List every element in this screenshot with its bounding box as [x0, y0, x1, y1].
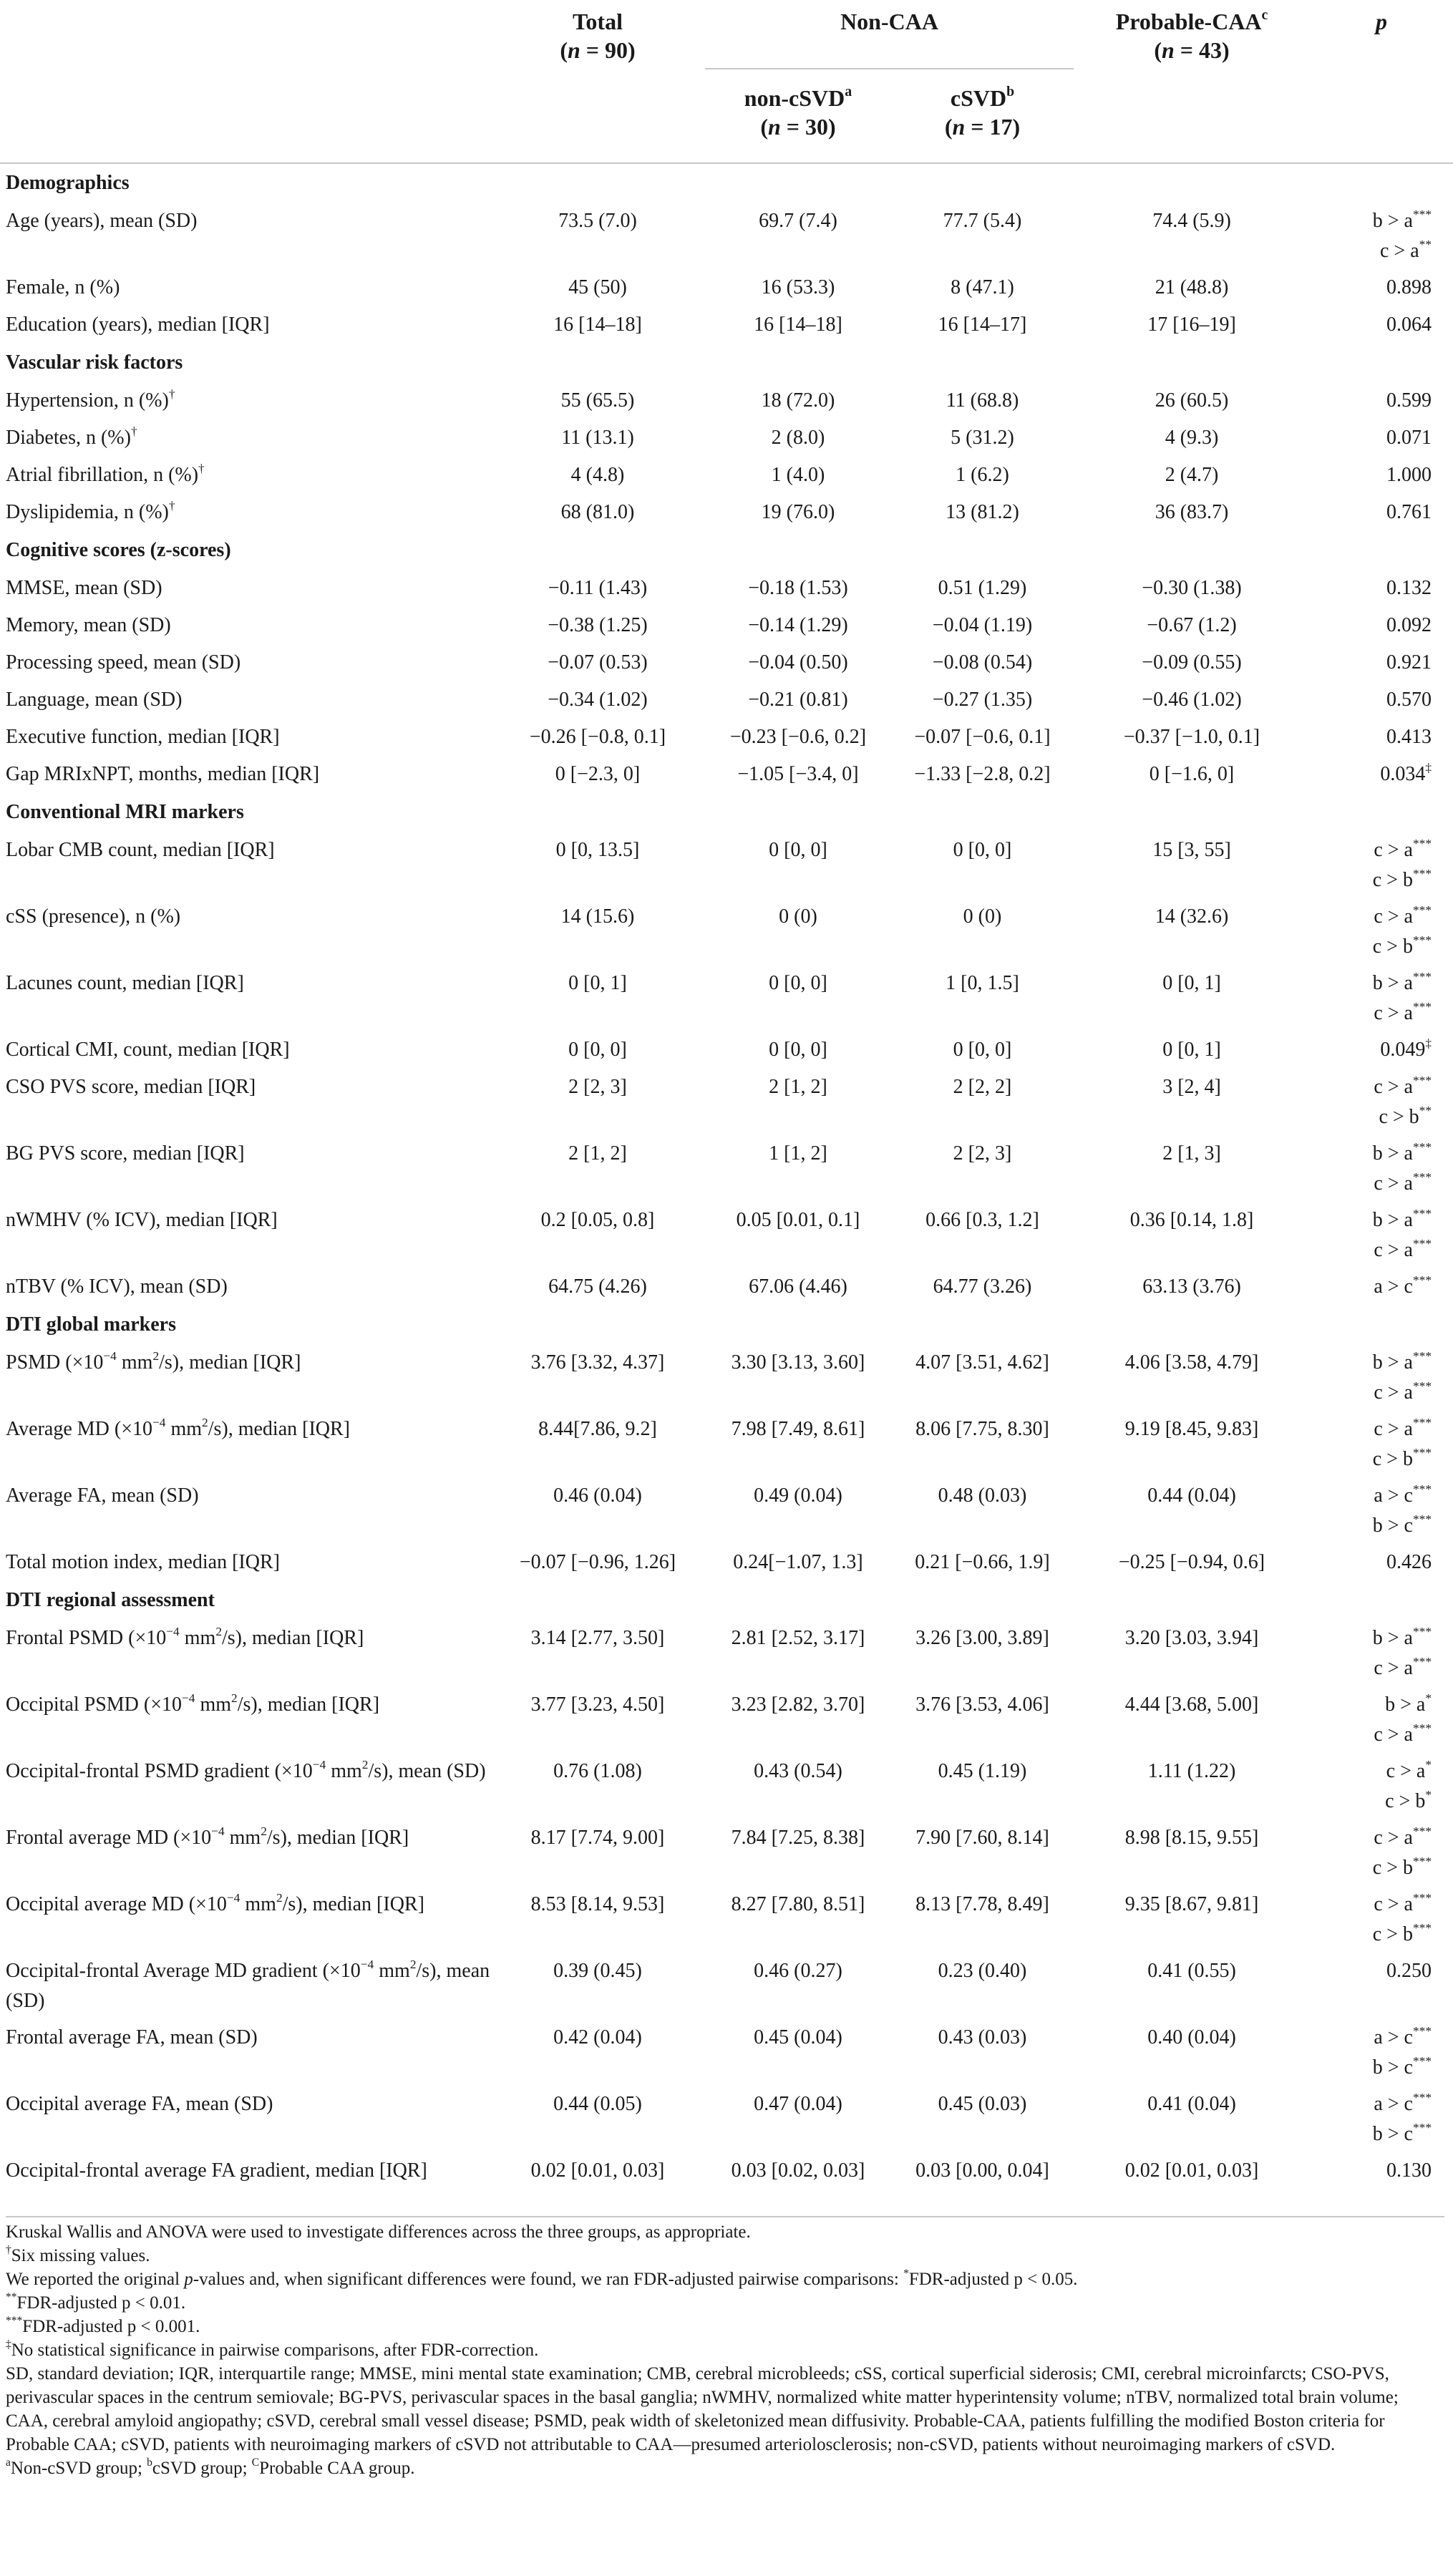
- table-row: [0, 607, 1453, 644]
- table-footnotes: [6, 2216, 1444, 2480]
- header-probable: [1074, 0, 1310, 69]
- cell-p: a > c*** b > c***: [1372, 2090, 1432, 2145]
- cell-csvd: 3.26 [3.00, 3.89]: [915, 1627, 1049, 1649]
- cell-probable: 3 [2, 4]: [1162, 1076, 1221, 1098]
- cell-csvd: −1.33 [−2.8, 0.2]: [914, 763, 1051, 785]
- cell-noncsvd: 0.03 [0.02, 0.03]: [731, 2159, 865, 2182]
- cell-probable: 14 (32.6): [1155, 905, 1229, 928]
- cell-noncsvd: 0.47 (0.04): [754, 2093, 842, 2115]
- csvd-text: cSVD: [950, 85, 1007, 111]
- cell-p: b > a*** c > a**: [1372, 207, 1432, 262]
- cell-p: 0.921: [1386, 651, 1432, 674]
- cell-noncsvd: 3.30 [3.13, 3.60]: [731, 1351, 865, 1374]
- cell-p: 0.130: [1386, 2159, 1432, 2182]
- cell-total: 0 [0, 0]: [568, 1039, 627, 1061]
- cell-probable: −0.30 (1.38): [1142, 577, 1242, 599]
- cell-total: −0.34 (1.02): [548, 689, 648, 711]
- header-noncsvd: [705, 69, 891, 163]
- table-row: [0, 1477, 1453, 1544]
- cell-noncsvd: −0.23 [−0.6, 0.2]: [729, 726, 867, 748]
- row-label: nWMHV (% ICV), median [IQR]: [6, 1209, 278, 1231]
- section-heading-row: [0, 1306, 1453, 1344]
- table-row: [0, 1819, 1453, 1886]
- cell-p: b > a*** c > a***: [1372, 1139, 1432, 1195]
- cell-csvd: −0.08 (0.54): [932, 651, 1033, 674]
- cell-csvd: 0.66 [0.3, 1.2]: [925, 1209, 1039, 1231]
- section-heading: Demographics: [6, 172, 130, 194]
- row-label: Occipital-frontal Average MD gradient ($\times 10^{-4}$ $mm^2/s$), mean (SD): [6, 1957, 490, 2012]
- cell-probable: 21 (48.8): [1155, 276, 1229, 298]
- row-label: Average MD ($\times 10^{-4}$ $mm^2/s$), median [IQR]: [6, 1415, 351, 1440]
- row-label: Diabetes, n (%)†: [6, 424, 137, 449]
- footnote: **FDR-adjusted p < 0.01.: [6, 2291, 186, 2313]
- header-total: [490, 0, 705, 69]
- footnote: ‡No statistical significance in pairwise comparisons, after FDR-correction.: [6, 2338, 539, 2360]
- cell-total: 0.2 [0.05, 0.8]: [540, 1209, 655, 1231]
- cell-noncsvd: 0.46 (0.27): [754, 1960, 842, 1982]
- cell-p: 0.250: [1386, 1960, 1432, 1982]
- cell-p: c > a*** c > b***: [1372, 836, 1432, 891]
- table-row: [0, 2086, 1453, 2152]
- cell-csvd: 16 [14–17]: [938, 314, 1027, 336]
- cell-csvd: 0.23 (0.40): [938, 1960, 1027, 1982]
- cell-probable: 2 [1, 3]: [1162, 1142, 1221, 1165]
- table-row: [0, 1544, 1453, 1581]
- cell-probable: −0.37 [−1.0, 0.1]: [1123, 726, 1260, 748]
- cell-p: c > a*** c > b***: [1372, 1824, 1432, 1879]
- cell-total: 8.53 [8.14, 9.53]: [530, 1893, 665, 1915]
- cell-p: 0.426: [1386, 1551, 1432, 1573]
- row-label: Dyslipidemia, n (%)†: [6, 498, 175, 523]
- cell-noncsvd: 0.24[−1.07, 1.3]: [733, 1551, 863, 1573]
- table-row: [0, 382, 1453, 419]
- row-label: Gap MRIxNPT, months, median [IQR]: [6, 763, 320, 785]
- section-heading-row: [0, 163, 1453, 203]
- group-n: (n = 43): [1154, 37, 1230, 63]
- header-total-n: [490, 36, 705, 64]
- cell-total: 8.44[7.86, 9.2]: [538, 1418, 657, 1440]
- cell-p: 0.064: [1386, 314, 1432, 336]
- cell-p: b > a*** c > a***: [1372, 1206, 1432, 1261]
- cell-p: 0.570: [1386, 689, 1432, 711]
- cell-csvd: −0.07 [−0.6, 0.1]: [914, 726, 1051, 748]
- cell-p: c > a*** c > b**: [1374, 1073, 1432, 1128]
- table-row: [0, 1268, 1453, 1306]
- cell-p: a > c*** b > c***: [1372, 2023, 1432, 2079]
- footnote: Kruskal Wallis and ANOVA were used to investigate differences across the three groups, as appropriate.: [6, 2222, 751, 2242]
- header-blank: [0, 0, 490, 69]
- cell-noncsvd: 19 (76.0): [761, 501, 835, 523]
- cell-csvd: 0 (0): [963, 905, 1002, 928]
- section-heading-row: [0, 344, 1453, 382]
- cell-noncsvd: 1 [1, 2]: [769, 1142, 827, 1165]
- cell-noncsvd: −0.04 (0.50): [748, 651, 848, 674]
- row-label: BG PVS score, median [IQR]: [6, 1142, 245, 1165]
- cell-probable: 26 (60.5): [1155, 389, 1229, 412]
- row-label: Memory, mean (SD): [6, 614, 171, 636]
- cell-noncsvd: −0.14 (1.29): [748, 614, 848, 636]
- section-heading: Conventional MRI markers: [6, 801, 244, 823]
- header-total-label: Total: [573, 9, 623, 34]
- row-label: CSO PVS score, median [IQR]: [6, 1076, 256, 1098]
- cell-probable: 36 (83.7): [1155, 501, 1229, 523]
- cell-csvd: −0.04 (1.19): [932, 614, 1033, 636]
- table-body: [0, 163, 1453, 2219]
- cell-p: 0.034‡: [1380, 760, 1432, 785]
- cell-p: 0.761: [1386, 501, 1432, 523]
- cell-csvd: 13 (81.2): [946, 501, 1019, 523]
- row-label: Processing speed, mean (SD): [6, 651, 241, 674]
- cell-noncsvd: 0 [0, 0]: [769, 839, 827, 861]
- cell-noncsvd: 0 [0, 0]: [769, 972, 827, 994]
- cell-total: 0.76 (1.08): [553, 1760, 642, 1782]
- cell-total: 0 [0, 13.5]: [555, 839, 640, 861]
- cell-p: 0.132: [1386, 577, 1432, 599]
- cell-p: c > a* c > b*: [1385, 1757, 1432, 1812]
- cell-csvd: 0.43 (0.03): [938, 2026, 1027, 2048]
- cell-p: 0.092: [1386, 614, 1432, 636]
- table-row: [0, 1686, 1453, 1753]
- table-row: [0, 719, 1453, 756]
- table-row: [0, 965, 1453, 1031]
- cell-probable: 0 [−1.6, 0]: [1149, 763, 1235, 785]
- cell-noncsvd: 0 [0, 0]: [769, 1039, 827, 1061]
- cell-noncsvd: 0.05 [0.01, 0.1]: [736, 1209, 860, 1231]
- cell-total: 2 [1, 2]: [568, 1142, 627, 1165]
- cell-p: a > c***: [1374, 1273, 1432, 1298]
- cell-probable: −0.46 (1.02): [1142, 689, 1242, 711]
- cell-total: 3.14 [2.77, 3.50]: [530, 1627, 665, 1649]
- cell-csvd: 0 [0, 0]: [953, 839, 1012, 861]
- row-label: Education (years), median [IQR]: [6, 314, 270, 336]
- cell-probable: −0.67 (1.2): [1147, 614, 1237, 636]
- cell-total: 2 [2, 3]: [568, 1076, 627, 1098]
- row-label: Frontal PSMD ($\times 10^{-4}$ $mm^2/s$), median [IQR]: [6, 1624, 364, 1649]
- cell-csvd: 8.06 [7.75, 8.30]: [915, 1418, 1049, 1440]
- table-row: [0, 1620, 1453, 1686]
- cell-csvd: 0.45 (1.19): [938, 1760, 1027, 1782]
- cell-probable: 63.13 (3.76): [1142, 1275, 1241, 1298]
- cell-p: 0.049‡: [1380, 1036, 1432, 1061]
- cell-csvd: 11 (68.8): [946, 389, 1019, 412]
- cell-total: 0.39 (0.45): [553, 1960, 642, 1982]
- cell-total: 68 (81.0): [560, 501, 635, 523]
- cell-total: 0 [−2.3, 0]: [555, 763, 641, 785]
- group-n: (n = 90): [560, 37, 636, 63]
- table-row: [0, 756, 1453, 793]
- footnote: We reported the original p-values and, when significant differences were found, we ran FDR-adjusted pairwise comparisons: *FDR-adjusted p < 0.05.: [6, 2268, 1078, 2289]
- table-row: [0, 570, 1453, 607]
- cell-csvd: −0.27 (1.35): [932, 689, 1033, 711]
- row-label: Cortical CMI, count, median [IQR]: [6, 1039, 290, 1061]
- cell-probable: 17 [16–19]: [1147, 314, 1236, 336]
- cell-csvd: 0.51 (1.29): [938, 577, 1027, 599]
- table-row: [0, 1202, 1453, 1268]
- table-row: [0, 1886, 1453, 1953]
- cell-noncsvd: 69.7 (7.4): [759, 210, 837, 232]
- cell-total: 0 [0, 1]: [568, 972, 627, 994]
- cell-total: 0.02 [0.01, 0.03]: [530, 2159, 665, 2182]
- cell-p: a > c*** b > c***: [1372, 1482, 1432, 1537]
- group-n: (n = 30): [760, 114, 836, 140]
- cell-total: 0.44 (0.05): [553, 2093, 642, 2115]
- cell-total: 55 (65.5): [560, 389, 635, 412]
- noncsvd-sup: a: [845, 84, 852, 100]
- cell-csvd: 3.76 [3.53, 4.06]: [915, 1693, 1049, 1716]
- cell-total: 11 (13.1): [561, 427, 634, 449]
- cell-total: 73.5 (7.0): [558, 210, 637, 232]
- cell-p: b > a*** c > a***: [1372, 969, 1432, 1024]
- row-label: Frontal average FA, mean (SD): [6, 2026, 258, 2048]
- row-label: Lobar CMB count, median [IQR]: [6, 839, 275, 861]
- cell-total: 45 (50): [568, 276, 627, 298]
- row-label: Hypertension, n (%)†: [6, 387, 175, 412]
- cell-total: −0.11 (1.43): [548, 577, 648, 599]
- cell-csvd: 0.45 (0.03): [938, 2093, 1027, 2115]
- cell-total: 3.76 [3.32, 4.37]: [530, 1351, 665, 1374]
- cell-csvd: 5 (31.2): [951, 427, 1014, 449]
- row-label: Language, mean (SD): [6, 689, 183, 711]
- table-row: [0, 1344, 1453, 1411]
- cell-probable: 0.41 (0.04): [1147, 2093, 1236, 2115]
- cell-probable: 0.41 (0.55): [1147, 1960, 1236, 1982]
- cell-csvd: 2 [2, 3]: [953, 1142, 1012, 1165]
- cell-probable: 9.35 [8.67, 9.81]: [1124, 1893, 1259, 1915]
- cell-noncsvd: 16 (53.3): [761, 276, 835, 298]
- cell-probable: 0.36 [0.14, 1.8]: [1129, 1209, 1254, 1231]
- cell-noncsvd: 2 [1, 2]: [769, 1076, 827, 1098]
- cell-noncsvd: 67.06 (4.46): [749, 1275, 847, 1298]
- table-row: [0, 269, 1453, 306]
- cell-total: 16 [14–18]: [553, 314, 642, 336]
- cell-p: b > a*** c > a***: [1372, 1624, 1432, 1679]
- cell-noncsvd: −0.21 (0.81): [748, 689, 848, 711]
- row-label: Occipital average FA, mean (SD): [6, 2093, 273, 2115]
- cell-csvd: 77.7 (5.4): [943, 210, 1022, 232]
- row-label: MMSE, mean (SD): [6, 577, 162, 599]
- header-probable-n: [1074, 36, 1310, 64]
- cell-p: b > a* c > a***: [1374, 1691, 1432, 1746]
- cell-total: 0.42 (0.04): [553, 2026, 642, 2048]
- csvd-sup: b: [1006, 84, 1015, 100]
- cell-noncsvd: 18 (72.0): [761, 389, 835, 412]
- row-label: Executive function, median [IQR]: [6, 726, 280, 748]
- cell-p: 0.413: [1386, 726, 1432, 748]
- header-probable-label: [1074, 7, 1310, 36]
- cell-csvd: 8.13 [7.78, 8.49]: [915, 1893, 1049, 1915]
- row-label: nTBV (% ICV), mean (SD): [6, 1275, 228, 1298]
- row-label: Total motion index, median [IQR]: [6, 1551, 280, 1573]
- cell-total: −0.07 [−0.96, 1.26]: [519, 1551, 676, 1573]
- cell-probable: 4.44 [3.68, 5.00]: [1124, 1693, 1259, 1716]
- cell-probable: 9.19 [8.45, 9.83]: [1124, 1418, 1259, 1440]
- section-heading-row: [0, 793, 1453, 832]
- row-label: Frontal average MD ($\times 10^{-4}$ $mm^2/s$), median [IQR]: [6, 1824, 409, 1849]
- cell-csvd: 0 [0, 0]: [953, 1039, 1012, 1061]
- cell-p: c > a*** c > b***: [1372, 903, 1432, 958]
- table-row: [0, 2152, 1453, 2219]
- cell-probable: 2 (4.7): [1165, 464, 1219, 486]
- cell-total: 64.75 (4.26): [548, 1275, 647, 1298]
- table-row: [0, 1135, 1453, 1202]
- cell-p: 0.898: [1386, 276, 1432, 298]
- table-row: [0, 681, 1453, 719]
- cell-probable: 0 [0, 1]: [1162, 1039, 1221, 1061]
- probable-sup: c: [1261, 7, 1268, 24]
- probable-text: Probable-CAA: [1115, 9, 1262, 34]
- cell-total: 3.77 [3.23, 4.50]: [530, 1693, 665, 1716]
- table-row: [0, 1411, 1453, 1477]
- cell-probable: 0.44 (0.04): [1147, 1484, 1236, 1507]
- header-csvd: [891, 69, 1074, 163]
- table-row: [0, 457, 1453, 494]
- cell-p: 0.599: [1386, 389, 1432, 412]
- cell-csvd: 8 (47.1): [951, 276, 1014, 298]
- cell-p: 0.071: [1386, 427, 1432, 449]
- cell-noncsvd: −1.05 [−3.4, 0]: [737, 763, 859, 785]
- cell-noncsvd: 3.23 [2.82, 3.70]: [731, 1693, 865, 1716]
- cell-noncsvd: 0.45 (0.04): [754, 2026, 842, 2048]
- cell-p: c > a*** c > b***: [1372, 1890, 1432, 1945]
- cell-probable: 8.98 [8.15, 9.55]: [1124, 1827, 1259, 1849]
- cell-csvd: 0.21 [−0.66, 1.9]: [915, 1551, 1050, 1573]
- row-label: Atrial fibrillation, n (%)†: [6, 461, 205, 486]
- cell-csvd: 7.90 [7.60, 8.14]: [915, 1827, 1049, 1849]
- footnote: SD, standard deviation; IQR, interquartile range; MMSE, mini mental state examination; CMB, cerebral microbleeds; cSS, cortical superficial siderosis; CMI, cerebral microinfarcts; CSO-PVS, perivascular spaces in the centrum semiovale; BG-PVS, perivascular spaces in the basal ganglia; nWMHV, normalized white matter hyperintensity volume; nTBV, normalized total brain volume; CAA, cerebral amyloid angiopathy; cSVD, cerebral small vessel disease; PSMD, peak width of skeletonized mean diffusivity. Probable-CAA, patients fulfilling the modified Boston criteria for Probable CAA; cSVD, patients with neuroimaging markers of cSVD not attributable to CAA—presumed arteriolosclerosis; non-cSVD, patients without neuroimaging markers of cSVD.: [6, 2364, 1399, 2454]
- cell-probable: 74.4 (5.9): [1152, 210, 1231, 232]
- cell-total: −0.07 (0.53): [548, 651, 648, 674]
- cell-csvd: 1 (6.2): [956, 464, 1009, 486]
- table-row: [0, 494, 1453, 531]
- cell-probable: 15 [3, 55]: [1152, 839, 1231, 861]
- footnote: $^a$Non-cSVD group; $^b$cSVD group; $^C$Probable CAA group.: [6, 2456, 415, 2478]
- cell-csvd: 2 [2, 2]: [953, 1076, 1012, 1098]
- cell-p: c > a*** c > b***: [1372, 1415, 1432, 1470]
- table-row: [0, 306, 1453, 344]
- cell-csvd: 4.07 [3.51, 4.62]: [915, 1351, 1049, 1374]
- cell-noncsvd: 2.81 [2.52, 3.17]: [731, 1627, 865, 1649]
- cell-csvd: 0.03 [0.00, 0.04]: [915, 2159, 1049, 2182]
- row-label: Female, n (%): [6, 276, 120, 298]
- cell-noncsvd: 1 (4.0): [771, 464, 825, 486]
- row-label: Lacunes count, median [IQR]: [6, 972, 244, 994]
- section-heading: Cognitive scores (z-scores): [6, 539, 231, 561]
- table-row: [0, 1753, 1453, 1819]
- cell-total: 0.46 (0.04): [553, 1484, 642, 1507]
- table-row: [0, 419, 1453, 457]
- cell-total: −0.26 [−0.8, 0.1]: [529, 726, 666, 748]
- footnote: ***FDR-adjusted p < 0.001.: [6, 2315, 200, 2336]
- section-heading: DTI global markers: [6, 1313, 176, 1336]
- row-label: Occipital PSMD ($\times 10^{-4}$ $mm^2/s$), median [IQR]: [6, 1691, 380, 1716]
- cell-noncsvd: 8.27 [7.80, 8.51]: [731, 1893, 865, 1915]
- table-header: [0, 0, 1453, 163]
- cell-noncsvd: 2 (8.0): [771, 427, 825, 449]
- row-label: cSS (presence), n (%): [6, 905, 181, 928]
- cell-csvd: 0.48 (0.03): [938, 1484, 1027, 1507]
- cell-p: b > a*** c > a***: [1372, 1348, 1432, 1404]
- cell-noncsvd: 0 (0): [779, 905, 817, 928]
- cell-csvd: 64.77 (3.26): [933, 1275, 1032, 1298]
- table-row: [0, 832, 1453, 898]
- table-row: [0, 898, 1453, 965]
- noncsvd-text: non-cSVD: [744, 85, 845, 111]
- cell-total: −0.38 (1.25): [548, 614, 648, 636]
- group-n: (n = 17): [944, 114, 1021, 140]
- table-row: [0, 203, 1453, 269]
- cell-probable: 0 [0, 1]: [1162, 972, 1221, 994]
- section-heading-row: [0, 531, 1453, 570]
- cell-noncsvd: −0.18 (1.53): [748, 577, 848, 599]
- section-heading: DTI regional assessment: [6, 1589, 215, 1611]
- cell-probable: 4.06 [3.58, 4.79]: [1124, 1351, 1259, 1374]
- table-row: [0, 2019, 1453, 2086]
- cell-probable: 1.11 (1.22): [1147, 1760, 1236, 1782]
- footnote: †Six missing values.: [6, 2244, 150, 2265]
- table-row: [0, 1031, 1453, 1069]
- section-heading-row: [0, 1581, 1453, 1620]
- cell-noncsvd: 0.49 (0.04): [754, 1484, 842, 1507]
- cell-probable: 0.02 [0.01, 0.03]: [1124, 2159, 1259, 2182]
- cell-total: 14 (15.6): [560, 905, 635, 928]
- cell-noncsvd: 7.84 [7.25, 8.38]: [731, 1827, 865, 1849]
- section-heading: Vascular risk factors: [6, 351, 183, 374]
- row-label: Average FA, mean (SD): [6, 1484, 199, 1507]
- cell-probable: −0.09 (0.55): [1142, 651, 1242, 674]
- header-p: p: [1376, 9, 1388, 34]
- row-label: Occipital-frontal PSMD gradient ($\times 10^{-4}$ $mm^2/s$), mean (SD): [6, 1757, 486, 1782]
- row-label: Occipital average MD ($\times 10^{-4}$ $mm^2/s$), median [IQR]: [6, 1890, 424, 1915]
- cell-noncsvd: 7.98 [7.49, 8.61]: [731, 1418, 865, 1440]
- table-row: [0, 1069, 1453, 1135]
- cell-total: 4 (4.8): [570, 464, 625, 486]
- cell-probable: 3.20 [3.03, 3.94]: [1124, 1627, 1259, 1649]
- cell-noncsvd: 0.43 (0.54): [754, 1760, 842, 1782]
- cell-probable: 4 (9.3): [1165, 427, 1219, 449]
- table-row: [0, 1953, 1453, 2019]
- cell-p: 1.000: [1386, 464, 1432, 486]
- cell-probable: −0.25 [−0.94, 0.6]: [1118, 1551, 1265, 1573]
- table-row: [0, 644, 1453, 681]
- cell-noncsvd: 16 [14–18]: [754, 314, 842, 336]
- row-label: PSMD ($\times 10^{-4}$ $mm^2/s$), median [IQR]: [6, 1348, 301, 1374]
- row-label: Age (years), mean (SD): [6, 210, 198, 232]
- header-noncaa: Non-CAA: [705, 0, 1074, 69]
- row-label: Occipital-frontal average FA gradient, median [IQR]: [6, 2159, 427, 2182]
- cell-probable: 0.40 (0.04): [1147, 2026, 1236, 2048]
- cell-csvd: 1 [0, 1.5]: [946, 972, 1019, 994]
- cell-total: 8.17 [7.74, 9.00]: [530, 1827, 665, 1849]
